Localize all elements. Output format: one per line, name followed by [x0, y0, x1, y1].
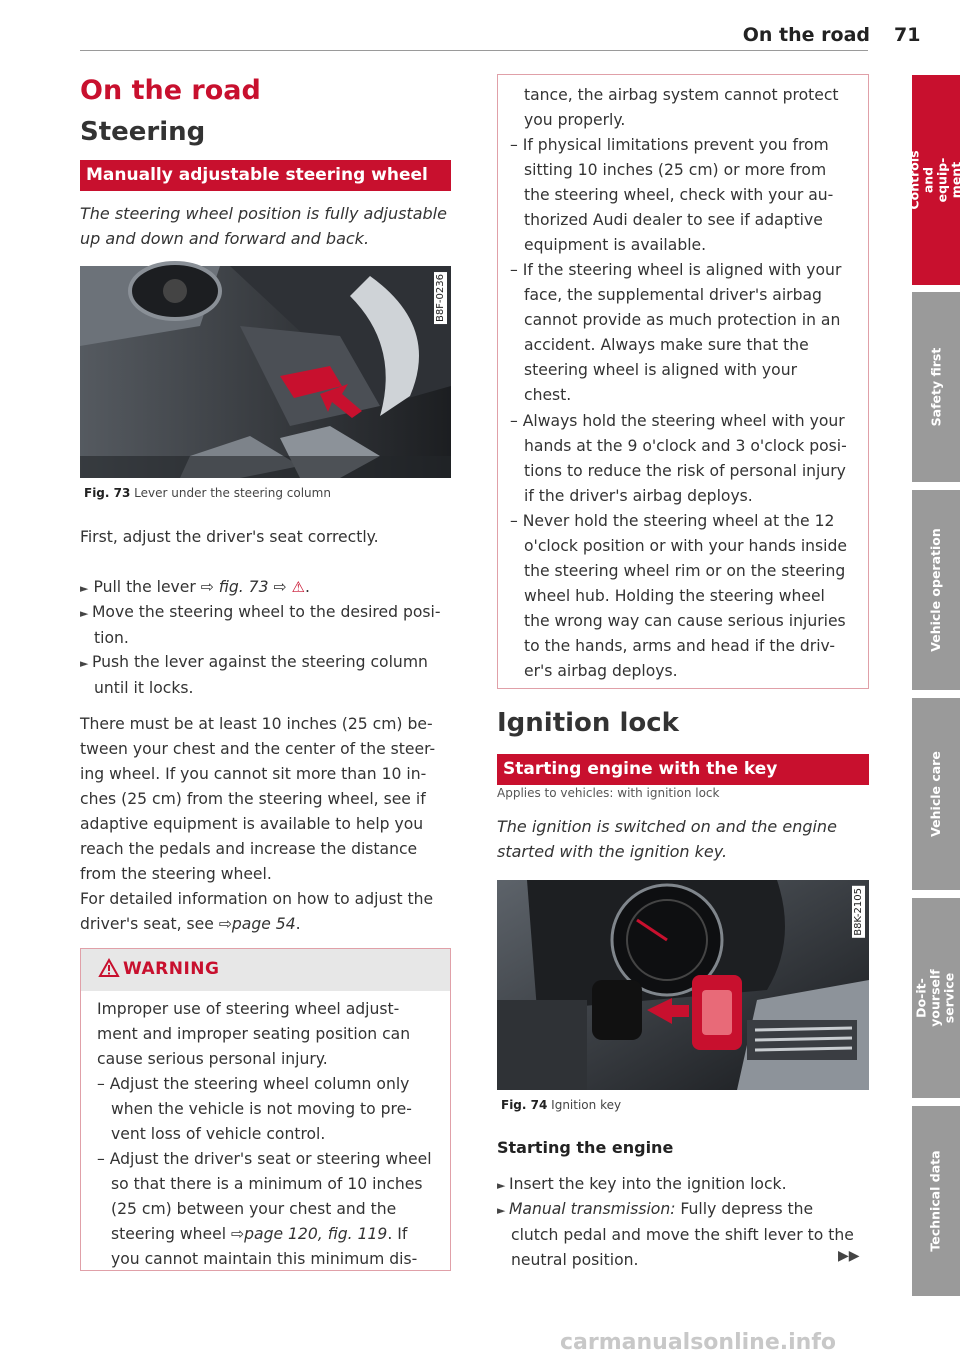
- warning-item-text-end: . If you cannot maintain this minimum dis-: [111, 1225, 418, 1268]
- figure-label: Fig. 73: [84, 486, 131, 500]
- para-end: .: [295, 915, 301, 933]
- seat-adjust-paragraph: [80, 887, 460, 937]
- ignition-subsection-band: Starting engine with the key: [497, 754, 869, 785]
- figure-ignition-key: [497, 880, 869, 1090]
- figure-code: B8F-0236: [435, 274, 446, 323]
- figure-caption: [84, 486, 331, 500]
- step-manual-transmission: [497, 1197, 891, 1273]
- tab-label: Do-it-yourself service: [914, 969, 957, 1027]
- step-insert-key: [497, 1172, 891, 1198]
- warning-item: – Never hold the steering wheel at the 12 o'clock position or with your hands inside the steering wheel rim or on the steering wheel hub. Holding the steering wheel the wrong way can cause serious injuries to the hands, arms and head if the driv- er's airbag deploys.: [510, 512, 847, 680]
- bullet-arrow-icon: ►: [80, 607, 92, 620]
- steering-column-illustration: [80, 266, 451, 478]
- figure-caption: [501, 1098, 621, 1112]
- tab-label: Technical data: [928, 1150, 943, 1252]
- continue-arrow-icon: ▶▶: [838, 1248, 860, 1264]
- bullet-arrow-icon: ►: [80, 582, 89, 595]
- tab-label-wrap: [912, 1106, 960, 1296]
- step-text: Fully depress the clutch pedal and move the shift lever to the neutral position.: [511, 1200, 854, 1269]
- chapter-title: On the road: [80, 75, 261, 106]
- para-text: For detailed information on how to adjust the driver's seat, see: [80, 890, 434, 933]
- section-intro: The steering wheel position is fully adjustable up and down and forward and back.: [80, 204, 447, 248]
- subsection-band: Manually adjustable steering wheel: [80, 160, 451, 191]
- page-reference-link[interactable]: page 120, fig. 119: [244, 1225, 388, 1243]
- step-text: Pull the lever: [93, 578, 201, 596]
- step-push-lever: [80, 650, 469, 701]
- warning-item-text: If physical limitations prevent you from sitting 10 inches (25 cm) or more from the steering wheel, check with your au- thorized Audi dealer to see if adaptive equipment is available.: [522, 136, 834, 254]
- ignition-intro: The ignition is switched on and the engine started with the ignition key.: [497, 817, 837, 861]
- warning-item: – If the steering wheel is aligned with your face, the supplemental driver's airbag cannot provide as much protection in an accident. Always make sure that the steering wheel is aligned with your chest.: [510, 261, 842, 404]
- tab-vehicle-care[interactable]: [912, 698, 960, 890]
- tab-label-wrap: [907, 75, 964, 285]
- warning-item-text: Adjust the driver's seat or steering wheel so that there is a minimum of 10 inches (25 cm) between your chest and the steering wheel: [109, 1150, 432, 1243]
- warning-item-text: Always hold the steering wheel with your hands at the 9 o'clock and 3 o'clock posi- tions to reduce the risk of personal injury if the driver's airbag deploys.: [522, 412, 847, 505]
- warning-continuation-text: tance, the airbag system cannot protect you properly.: [524, 86, 839, 129]
- tab-safety-first[interactable]: [912, 292, 960, 482]
- step-move-wheel: [80, 600, 469, 651]
- warning-item-text: If the steering wheel is aligned with your face, the supplemental driver's airbag cannot provide as much protection in an accident. Always make sure that the steering wheel is aligned with your chest.: [522, 261, 842, 404]
- bullet-arrow-icon: ►: [497, 1204, 509, 1217]
- step-text: Push the lever against the steering column until it locks.: [91, 653, 428, 697]
- starting-engine-subhead: Starting the engine: [497, 1138, 674, 1157]
- section-title: Steering: [80, 117, 206, 147]
- page-number: 71: [894, 24, 921, 46]
- tab-label-wrap: [912, 490, 960, 690]
- step-emphasis: Manual transmission:: [508, 1200, 676, 1218]
- running-header-title: On the road: [742, 24, 870, 46]
- tab-label: Safety first: [928, 347, 943, 427]
- tab-do-it-yourself-service[interactable]: [912, 898, 960, 1098]
- distance-paragraph: There must be at least 10 inches (25 cm) be- tween your chest and the center of the steer- ing wheel. If you cannot sit more than 10 in- ches (25 cm) from the steering wheel, see if adaptive equipment is available to help you reach the pedals and increase the distance from the steering wheel.: [80, 715, 436, 883]
- header-rule: [80, 50, 868, 51]
- warning-item: – Adjust the steering wheel column only when the vehicle is not moving to pre- vent loss of vehicle control.: [97, 1075, 412, 1143]
- tab-label: Vehicle care: [928, 751, 944, 837]
- tab-label: Controls and equip- ment: [907, 150, 964, 210]
- first-step-note: First, adjust the driver's seat correctly.: [80, 528, 379, 546]
- warning-item: – Adjust the driver's seat or steering wheel so that there is a minimum of 10 inches (25 cm) between your chest and the steering wheel ⇨page 120, fig. 119. If you cannot maintain this minimum dis-: [97, 1150, 432, 1268]
- tab-label: Vehicle operation: [928, 528, 944, 652]
- tab-label-wrap: [912, 698, 960, 890]
- warning-title: WARNING: [123, 959, 220, 979]
- tab-technical-data[interactable]: [912, 1106, 960, 1296]
- warning-continuation-box: [497, 74, 869, 689]
- bullet-arrow-icon: ►: [80, 657, 92, 670]
- warning-header: [81, 949, 450, 991]
- ignition-illustration: [497, 880, 869, 1090]
- ignition-section-title: Ignition lock: [497, 708, 679, 738]
- figure-caption-text: Ignition key: [551, 1098, 622, 1112]
- cross-ref-icon: ⇨: [231, 1225, 245, 1243]
- tab-label-wrap: [912, 898, 960, 1098]
- applies-to-note: Applies to vehicles: with ignition lock: [497, 786, 720, 800]
- page-reference-link[interactable]: page 54: [231, 915, 296, 933]
- warning-item: – If physical limitations prevent you from sitting 10 inches (25 cm) or more from the steering wheel, check with your au- thorized Audi dealer to see if adaptive equipment is available.: [510, 136, 834, 254]
- tab-controls-and-equipment[interactable]: [907, 75, 964, 285]
- step-text: Insert the key into the ignition lock.: [508, 1175, 787, 1193]
- cross-ref-icon: ⇨: [200, 578, 219, 596]
- tab-label-wrap: [912, 292, 960, 482]
- warning-item-text: Adjust the steering wheel column only when the vehicle is not moving to pre- vent loss of vehicle control.: [109, 1075, 412, 1143]
- watermark: carmanualsonline.info: [560, 1330, 836, 1355]
- figure-steering-lever: [80, 266, 451, 478]
- tab-vehicle-operation[interactable]: [912, 490, 960, 690]
- warning-intro: Improper use of steering wheel adjust- ment and improper seating position can cause serious personal injury.: [97, 1000, 411, 1068]
- warning-item-text: Never hold the steering wheel at the 12 o'clock position or with your hands inside the steering wheel rim or on the steering wheel hub. Holding the steering wheel the wrong way can cause serious injuries to the hands, arms and head if the driv- er's airbag deploys.: [522, 512, 847, 680]
- warning-triangle-icon[interactable]: ⚠: [291, 578, 305, 596]
- figure-code: B8K-2105: [853, 888, 864, 936]
- step-pull-lever: ► Pull the lever ⇨ fig. 73 ⇨ ⚠.: [80, 578, 310, 596]
- warning-item: – Always hold the steering wheel with your hands at the 9 o'clock and 3 o'clock posi- tions to reduce the risk of personal injury if the driver's airbag deploys.: [510, 412, 847, 505]
- cross-ref-icon: ⇨: [218, 915, 232, 933]
- figure-label: Fig. 74: [501, 1098, 548, 1112]
- warning-triangle-icon: [99, 959, 119, 977]
- figure-caption-text: Lever under the steering column: [134, 486, 331, 500]
- bullet-arrow-icon: ►: [497, 1179, 509, 1192]
- figure-reference-link[interactable]: fig. 73: [218, 578, 269, 596]
- step-text: Move the steering wheel to the desired posi- tion.: [91, 603, 441, 647]
- warning-box: [80, 948, 451, 1271]
